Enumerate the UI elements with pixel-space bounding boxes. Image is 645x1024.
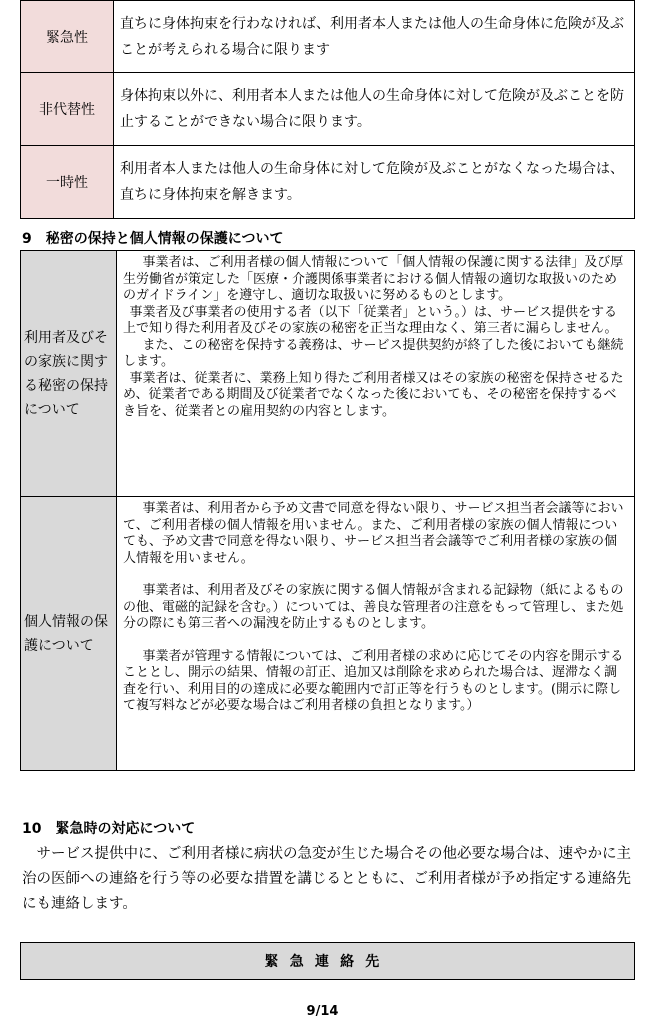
paragraph: 事業者は、従業者に、業務上知り得たご利用者様又はその家族の秘密を保持させるため、従業者である期間及び従業者でなくなった後においても、その秘密を保持するべき旨を、従業者との雇用契約の内容とします。 xyxy=(123,370,624,419)
table-row xyxy=(21,146,635,219)
paragraph: 事業者が管理する情報については、ご利用者様の求めに応じてその内容を開示することとし、開示の結果、情報の訂正、追加又は削除を求められた場合は、遅滞なく調査を行い、利用目的の達成に必要な範囲内で訂正等を行うものとします。(開示に際して複写料などが必要な場合はご利用者様の負担となります。） xyxy=(123,648,624,713)
section-10-body: サービス提供中に、ご利用者様に病状の急変が生じた場合その他必要な場合は、速やかに主治の医師への連絡を行う等の必要な措置を講じるとともに、ご利用者様が予め指定する連絡先にも連絡します。 xyxy=(22,846,631,912)
table-row xyxy=(21,497,635,771)
section-9-heading: 9 秘密の保持と個人情報の保護について xyxy=(22,231,284,247)
row-text: 利用者本人または他人の生命身体に対して危険が及ぶことがなくなった場合は、直ちに身体拘束を解きます。 xyxy=(114,146,635,219)
row-label: 利用者及びその家族に関する秘密の保持について xyxy=(21,251,117,497)
paragraph: 事業者は、利用者から予め文書で同意を得ない限り、サービス担当者会議等において、ご利用者様の個人情報を用いません。また、ご利用者様の家族の個人情報についても、予め文書で同意を得ない限り、サービス担当者会議等でご利用者様の家族の個人情報を用いません。 xyxy=(123,501,624,566)
row-label: 非代替性 xyxy=(21,73,114,146)
privacy-table xyxy=(20,250,635,771)
table-row xyxy=(21,73,635,146)
paragraph: また、この秘密を保持する義務は、サービス提供契約が終了した後においても継続します。 xyxy=(123,337,624,369)
row-text xyxy=(117,497,635,771)
row-text: 直ちに身体拘束を行わなければ、利用者本人または他人の生命身体に危険が及ぶことが考えられる場合に限ります xyxy=(114,1,635,73)
page-number: 9/14 xyxy=(306,1004,339,1019)
row-text xyxy=(117,251,635,497)
paragraph: 事業者は、ご利用者様の個人情報について「個人情報の保護に関する法律」及び厚生労働省が策定した「医療・介護関係事業者における個人情報の適切な取扱いのためのガイドライン」を遵守し、適切な取扱いに努めるものとします。 xyxy=(123,255,624,303)
row-label: 一時性 xyxy=(21,146,114,219)
paragraph: 事業者は、利用者及びその家族に関する個人情報が含まれる記録物（紙によるものの他、電磁的記録を含む。）については、善良な管理者の注意をもって管理し、また処分の際にも第三者への漏洩を防止するものとします。 xyxy=(123,583,624,631)
restraint-conditions-table xyxy=(20,0,635,219)
row-label: 緊急性 xyxy=(21,1,114,73)
row-text: 身体拘束以外に、利用者本人または他人の生命身体に対して危険が及ぶことを防止することができない場合に限ります。 xyxy=(114,73,635,146)
table-row xyxy=(21,1,635,73)
paragraph: 事業者及び事業者の使用する者（以下「従業者」という。）は、サービス提供をする上で知り得た利用者及びその家族の秘密を正当な理由なく、第三者に漏らしません。 xyxy=(123,304,618,336)
section-10-heading: 10 緊急時の対応について xyxy=(22,821,196,837)
row-label: 個人情報の保護について xyxy=(21,497,117,771)
table-row xyxy=(21,251,635,497)
emergency-contact-banner: 緊急連絡先 xyxy=(20,942,635,980)
